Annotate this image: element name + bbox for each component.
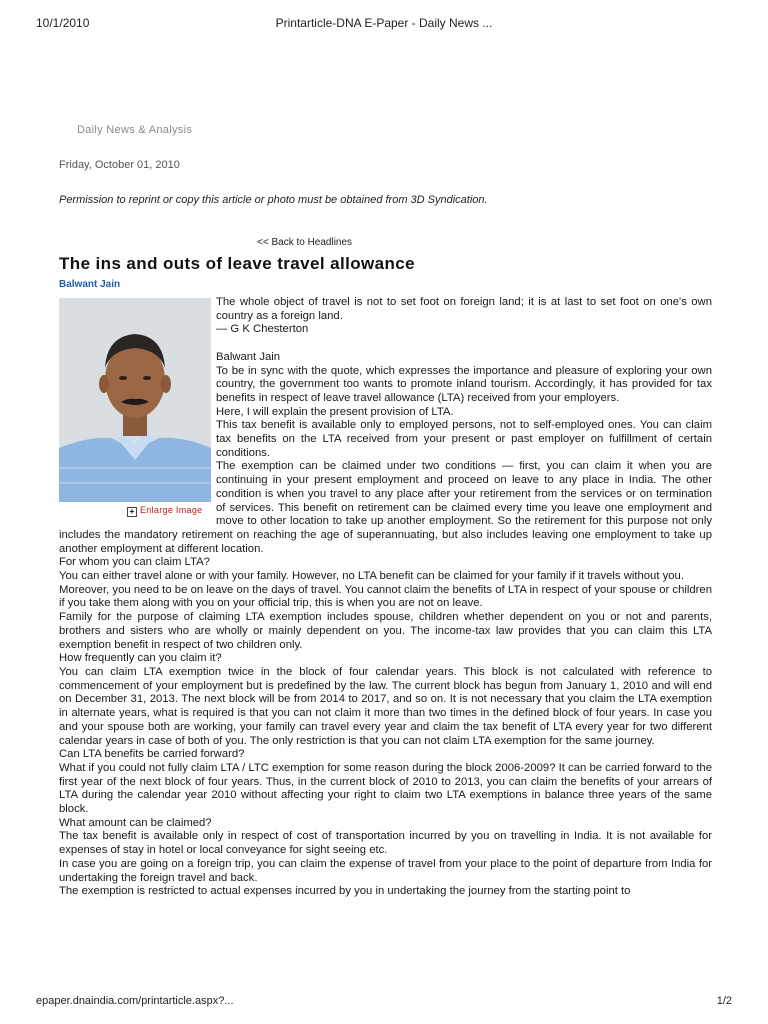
print-footer-page-number: 1/2 [716,995,732,1007]
article-paragraph: You can either travel alone or with your family. However, no LTA benefit can be claimed for your family if it travels without you. [59,570,684,583]
site-name: Daily News & Analysis [77,124,193,136]
author-photo[interactable] [59,298,211,502]
article-paragraph: How frequently can you claim it? [59,652,222,665]
article-paragraph: Family for the purpose of claiming LTA exemption includes spouse, children whether dependent on you or not and parents, brothers and sisters who are wholly or mainly dependent on you. The income-tax law provides that you can claim this LTA exemption benefit in respect of two children only. [59,611,712,651]
article-paragraph: Moreover, you need to be on leave on the days of travel. You cannot claim the benefits of LTA in respect of your spouse or children if you take them along with you on your official trip, this is when you are not on leave. [59,583,712,610]
permission-notice: Permission to reprint or copy this article or photo must be obtained from 3D Syndication. [59,194,488,206]
article-byline[interactable]: Balwant Jain [59,279,121,290]
article-paragraph: The whole object of travel is not to set foot on foreign land; it is at last to set foot on one's own country as a foreign land. [216,296,712,322]
print-header-title: Printarticle-DNA E-Paper - Daily News ... [275,16,493,30]
article-paragraph: You can claim LTA exemption twice in the block of four calendar years. This block is not calculated with reference to commencement of your employment but is predefined by the law. The current block has begun from January 1, 2010 and will end on December 31, 2013. The next block will be from 2014 to 2017, and so on. It is not necessary that you claim the LTA exemption in alternate years, what is required is that you can not claim it more than two times in the defined block of four years. In case you and your spouse both are working, your family can travel every year and claim the tax benefit of LTA every year for two different calendar years in case of both of you. The only restriction is that you can not claim LTA exemption for the same journey. [59,665,712,747]
print-header-date: 10/1/2010 [36,16,90,30]
article-paragraph: In case you are going on a foreign trip, you can claim the expense of travel from your place to the point of departure from India for undertaking the foreign travel and back. [59,857,712,884]
article-paragraph: The tax benefit is available only in respect of cost of transportation incurred by you on travelling in India. It is not available for expenses of stay in hotel or local conveyance for sight seeing etc. [59,830,712,857]
article-headline: The ins and outs of leave travel allowance [59,254,415,273]
enlarge-image-label: Enlarge Image [140,505,203,515]
article-paragraph: What amount can be claimed? [59,816,212,829]
publication-date: Friday, October 01, 2010 [59,159,180,171]
print-footer-url: epaper.dnaindia.com/printarticle.aspx?... [36,995,234,1007]
article-paragraph: — G K Chesterton [216,323,309,336]
author-photo-block [59,298,213,518]
article-paragraph: This tax benefit is available only to employed persons, not to self-employed ones. You can claim tax benefits on the LTA received from your present or past employer on fulfillment of certain conditions. [216,419,712,459]
plus-box-icon: + [127,507,137,517]
article-paragraph: The exemption is restricted to actual expenses incurred by you in undertaking the journey from the starting point to [59,885,631,898]
article-paragraph: Can LTA benefits be carried forward? [59,748,245,761]
article-paragraph: What if you could not fully claim LTA / LTC exemption for some reason during the block 2006-2009? It can be carried forward to the first year of the next block of four years. Thus, in the current block of 2010 to 2013, you can claim the benefits of your arrears of LTA during the calendar year 2010 without affecting your right to claim two LTA exemptions in balance three years of the same block. [59,761,712,816]
article-paragraph: To be in sync with the quote, which expresses the importance and pleasure of exploring your own country, the government too wants to promote inland tourism. Accordingly, it has provided for tax benefits in respect of leave travel allowance (LTA) received from your employers. [216,364,712,404]
article-paragraph: Balwant Jain [216,350,281,363]
article-paragraph: Here, I will explain the present provision of LTA. [216,405,454,418]
article-paragraph: The exemption can be claimed under two conditions — first, you can claim it when you are continuing in your present employment and proceed on leave to any place in India. The other condition is when you travel to any place after your retirement from the services or on termination of services. This benefit on retirement can be claimed every time you leave one employment and move to other location to take up another employment. So the retirement for this purpose not only includes the mandatory retirement on reaching the age of superannuating, but also includes leaving one employment to take up another employment at different location. [59,460,712,555]
enlarge-image-link[interactable] [127,505,202,517]
back-to-headlines-link[interactable]: << Back to Headlines [257,237,353,248]
article-paragraph: For whom you can claim LTA? [59,556,210,569]
